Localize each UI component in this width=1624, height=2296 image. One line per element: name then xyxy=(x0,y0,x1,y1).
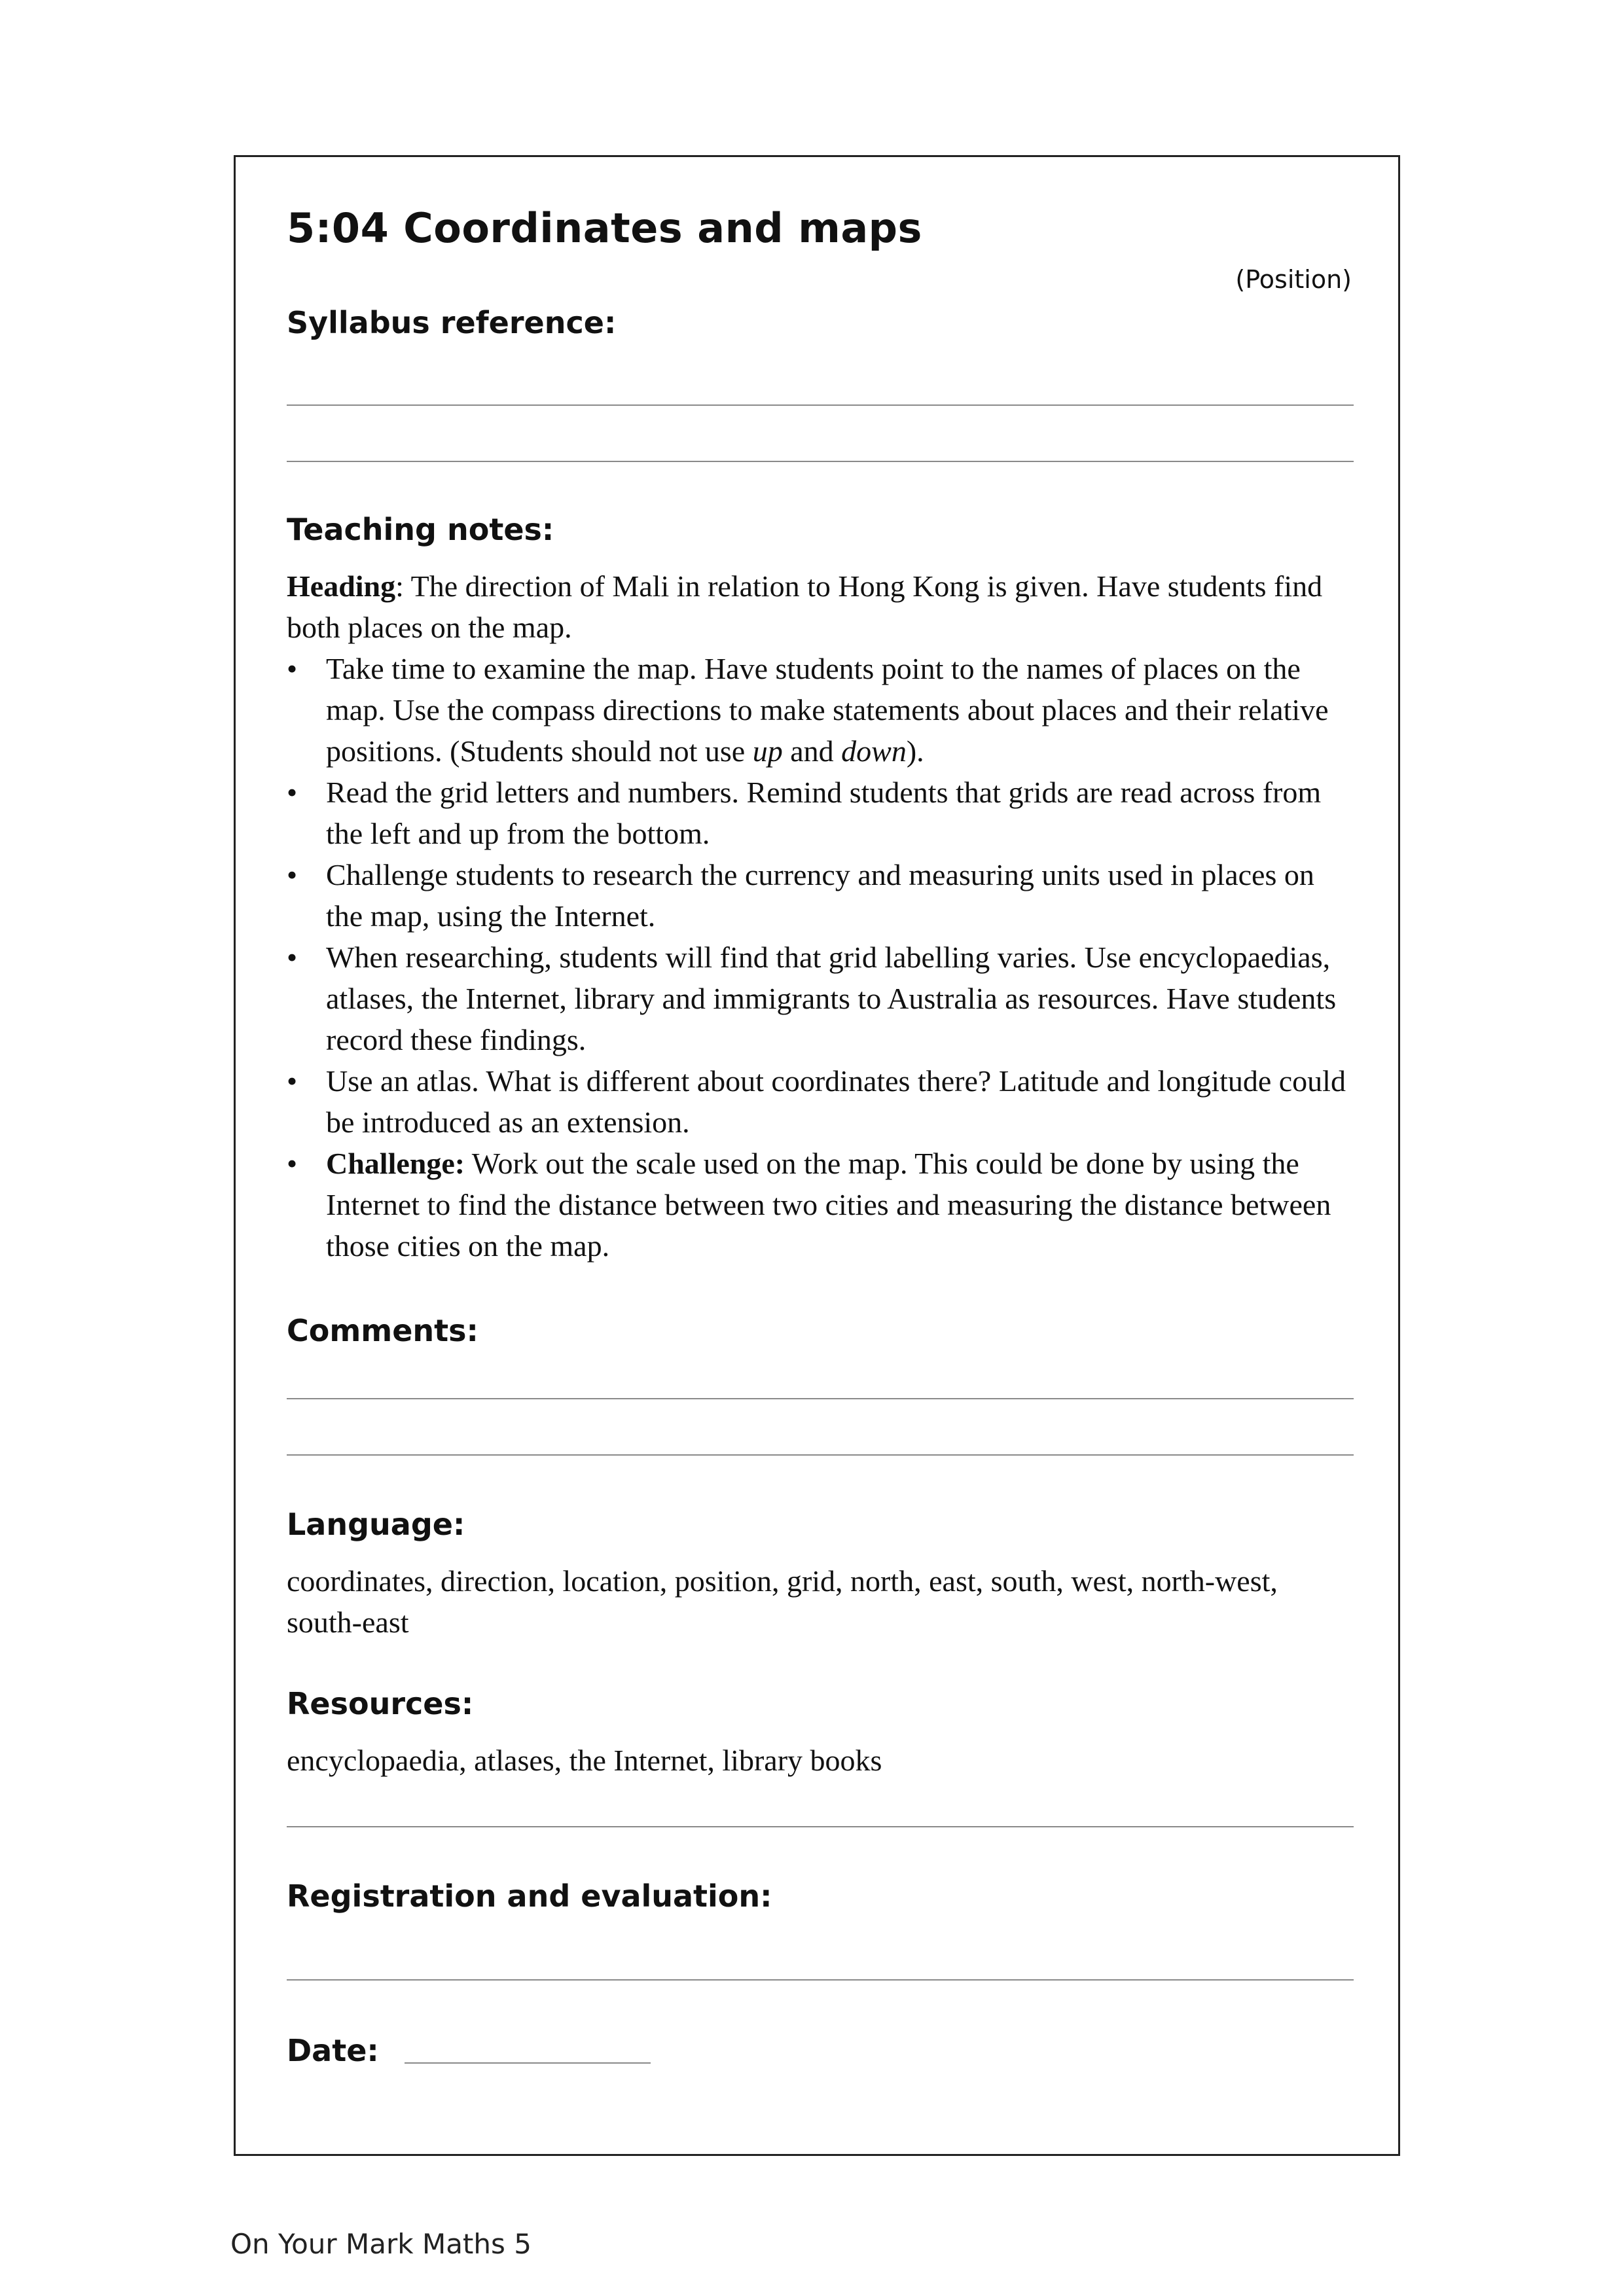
list-item-text: and xyxy=(782,734,842,768)
syllabus-line-2[interactable] xyxy=(287,461,1354,462)
bullet-icon: • xyxy=(287,1064,298,1098)
list-item xyxy=(287,772,1354,854)
bullet-icon: • xyxy=(287,941,298,974)
date-field[interactable] xyxy=(405,2062,651,2064)
list-item-text: Challenge students to research the currency and measuring units used in places on the map, using the Internet. xyxy=(326,858,1314,933)
list-item xyxy=(287,1143,1354,1266)
list-item-text: ). xyxy=(906,734,924,768)
challenge-label: Challenge: xyxy=(326,1147,465,1180)
list-item xyxy=(287,937,1354,1060)
language-heading: Language: xyxy=(287,1507,465,1542)
bullet-icon: • xyxy=(287,652,298,685)
page-title xyxy=(287,204,922,252)
comments-line-1[interactable] xyxy=(287,1398,1354,1399)
intro-text: : The direction of Mali in relation to Hong Kong is given. Have students find both places on the map. xyxy=(287,569,1323,644)
resources-rule xyxy=(287,1826,1354,1827)
list-item-text: When researching, students will find that grid labelling varies. Use encyclopaedias, atlases, the Internet, library and immigrants to Australia as resources. Have students record these findings. xyxy=(326,941,1337,1056)
intro-bold: Heading xyxy=(287,569,396,603)
comments-heading: Comments: xyxy=(287,1313,478,1348)
teaching-notes-intro xyxy=(287,565,1354,648)
list-item-text: Read the grid letters and numbers. Remind students that grids are read across from the left and up from the bottom. xyxy=(326,776,1322,850)
emphasis-down: down xyxy=(841,734,907,768)
syllabus-heading: Syllabus reference: xyxy=(287,305,617,340)
list-item-text: Take time to examine the map. Have students point to the names of places on the map. Use the compass directions to make statements about places and their relative positions. (Students should not use xyxy=(326,652,1329,768)
teaching-notes-body xyxy=(287,565,1354,1266)
syllabus-line-1[interactable] xyxy=(287,404,1354,406)
list-item xyxy=(287,1060,1354,1143)
page-footer: On Your Mark Maths 5 xyxy=(230,2228,532,2260)
list-item xyxy=(287,854,1354,937)
teaching-notes-heading: Teaching notes: xyxy=(287,512,554,547)
date-label: Date: xyxy=(287,2033,379,2068)
bullet-icon: • xyxy=(287,1147,298,1180)
resources-text: encyclopaedia, atlases, the Internet, library books xyxy=(287,1744,882,1777)
registration-line[interactable] xyxy=(287,1979,1354,1981)
bullet-icon: • xyxy=(287,776,298,809)
language-text: coordinates, direction, location, position, grid, north, east, south, west, north-west, south-east xyxy=(287,1564,1278,1639)
list-item-text: Use an atlas. What is different about coordinates there? Latitude and longitude could be introduced as an extension. xyxy=(326,1064,1346,1139)
teaching-notes-list xyxy=(287,648,1354,1266)
comments-line-2[interactable] xyxy=(287,1454,1354,1456)
list-item-text: Work out the scale used on the map. This could be done by using the Internet to find the distance between two cities and measuring the distance between those cities on the map. xyxy=(326,1147,1331,1263)
section-title: Coordinates and maps xyxy=(403,204,922,252)
list-item xyxy=(287,648,1354,772)
registration-heading: Registration and evaluation: xyxy=(287,1878,772,1914)
strand-label: (Position) xyxy=(1235,265,1352,294)
section-number: 5:04 xyxy=(287,204,389,252)
emphasis-up: up xyxy=(752,734,783,768)
resources-heading: Resources: xyxy=(287,1686,474,1721)
bullet-icon: • xyxy=(287,858,298,891)
